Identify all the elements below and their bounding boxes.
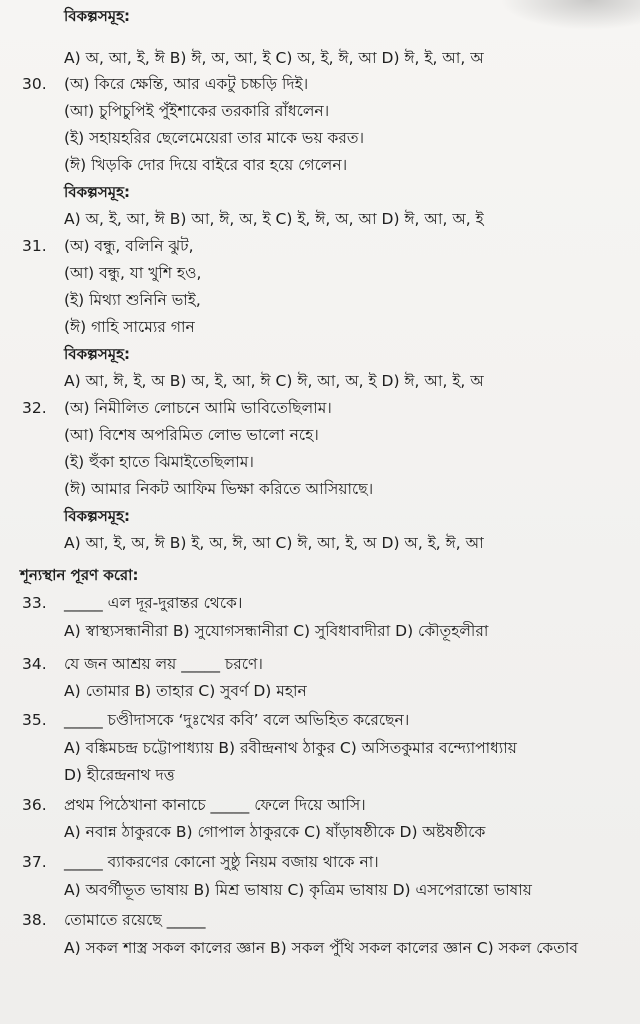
text-line: (অ) নিমীলিত লোচনে আমি ভাবিতেছিলাম। <box>64 399 332 417</box>
text-line: _____ চণ্ডীদাসকে ‘দুঃখের কবি’ বলে অভিহিত করেছেন। <box>64 711 410 729</box>
text-line: A) অ, আ, ই, ঈ B) ঈ, অ, আ, ই C) অ, ই, ঈ, আ D) ঈ, ই, আ, অ <box>64 49 484 67</box>
question-number: 36. <box>22 796 47 814</box>
question-number: 33. <box>22 594 47 612</box>
text-line: A) অবর্গীভূত ভাষায় B) মিশ্র ভাষায় C) কৃত্রিম ভাষায় D) এসপেরান্তো ভাষায় <box>64 881 532 899</box>
text-line: (আ) বন্ধু, যা খুশি হও, <box>64 264 202 282</box>
question-number: 38. <box>22 911 47 929</box>
section-heading: বিকল্পসমূহ: <box>64 183 130 201</box>
text-line: A) আ, ই, অ, ঈ B) ই, অ, ঈ, আ C) ঈ, আ, ই, অ D) অ, ই, ঈ, আ <box>64 534 484 552</box>
text-line: (ঈ) আমার নিকট আফিম ভিক্ষা করিতে আসিয়াছে। <box>64 480 374 498</box>
text-line: _____ ব্যাকরণের কোনো সুষ্ঠু নিয়ম বজায় থাকে না। <box>64 853 379 871</box>
text-line: প্রথম পিঠেখানা কানাচে _____ ফেলে দিয়ে আসি। <box>64 796 366 814</box>
text-line: A) বঙ্কিমচন্দ্র চট্টোপাধ্যায় B) রবীন্দ্রনাথ ঠাকুর C) অসিতকুমার বন্দ্যোপাধ্যায় <box>64 739 517 757</box>
section-heading: বিকল্পসমূহ: <box>64 507 130 525</box>
text-line: _____ এল দূর-দুরান্তর থেকে। <box>64 594 243 612</box>
text-line: (অ) কিরে ক্ষেন্তি, আর একটু চচ্চড়ি দিই। <box>64 75 309 93</box>
text-line: (ঈ) খিড়কি দোর দিয়ে বাইরে বার হয়ে গেলেন। <box>64 156 348 174</box>
text-line: তোমাতে রয়েছে _____ <box>64 911 206 929</box>
text-line: D) হীরেন্দ্রনাথ দত্ত <box>64 766 175 784</box>
text-line: A) নবান্ন ঠাকুরকে B) গোপাল ঠাকুরকে C) ষাঁড়াষষ্ঠীকে D) অষ্টষষ্ঠীকে <box>64 823 486 841</box>
text-line: (ই) সহায়হরির ছেলেমেয়েরা তার মাকে ভয় করত। <box>64 129 365 147</box>
section-heading: শূন্যস্থান পূরণ করো: <box>20 566 139 584</box>
text-line: (ই) মিথ্যা শুনিনি ভাই, <box>64 291 201 309</box>
text-line: (ই) হুঁকা হাতে ঝিমাইতেছিলাম। <box>64 453 254 471</box>
question-number: 37. <box>22 853 47 871</box>
question-number: 34. <box>22 655 47 673</box>
text-line: A) সকল শাস্ত্র সকল কালের জ্ঞান B) সকল পুঁথি সকল কালের জ্ঞান C) সকল কেতাব <box>64 939 578 957</box>
question-number: 31. <box>22 237 47 255</box>
text-line: (অ) বন্ধু, বলিনি ঝুট, <box>64 237 194 255</box>
question-number: 30. <box>22 75 47 93</box>
text-line: (ঈ) গাহি সাম্যের গান <box>64 318 195 336</box>
text-line: (আ) বিশেষ অপরিমিত লোভ ভালো নহে। <box>64 426 319 444</box>
page-shadow <box>500 0 640 30</box>
section-heading: বিকল্পসমূহ: <box>64 7 130 25</box>
question-number: 32. <box>22 399 47 417</box>
text-line: A) তোমার B) তাহার C) সুবর্ণ D) মহান <box>64 682 307 700</box>
text-line: A) স্বাস্থ্যসন্ধানীরা B) সুযোগসন্ধানীরা C) সুবিধাবাদীরা D) কৌতূহলীরা <box>64 622 489 640</box>
section-heading: বিকল্পসমূহ: <box>64 345 130 363</box>
text-line: যে জন আশ্রয় লয় _____ চরণে। <box>64 655 263 673</box>
text-line: (আ) চুপিচুপিই পুঁইশাকের তরকারি রাঁধলেন। <box>64 102 330 120</box>
text-line: A) আ, ঈ, ই, অ B) অ, ই, আ, ঈ C) ঈ, আ, অ, ই D) ঈ, আ, ই, অ <box>64 372 484 390</box>
question-number: 35. <box>22 711 47 729</box>
text-line: A) অ, ই, আ, ঈ B) আ, ঈ, অ, ই C) ই, ঈ, অ, আ D) ঈ, আ, অ, ই <box>64 210 484 228</box>
